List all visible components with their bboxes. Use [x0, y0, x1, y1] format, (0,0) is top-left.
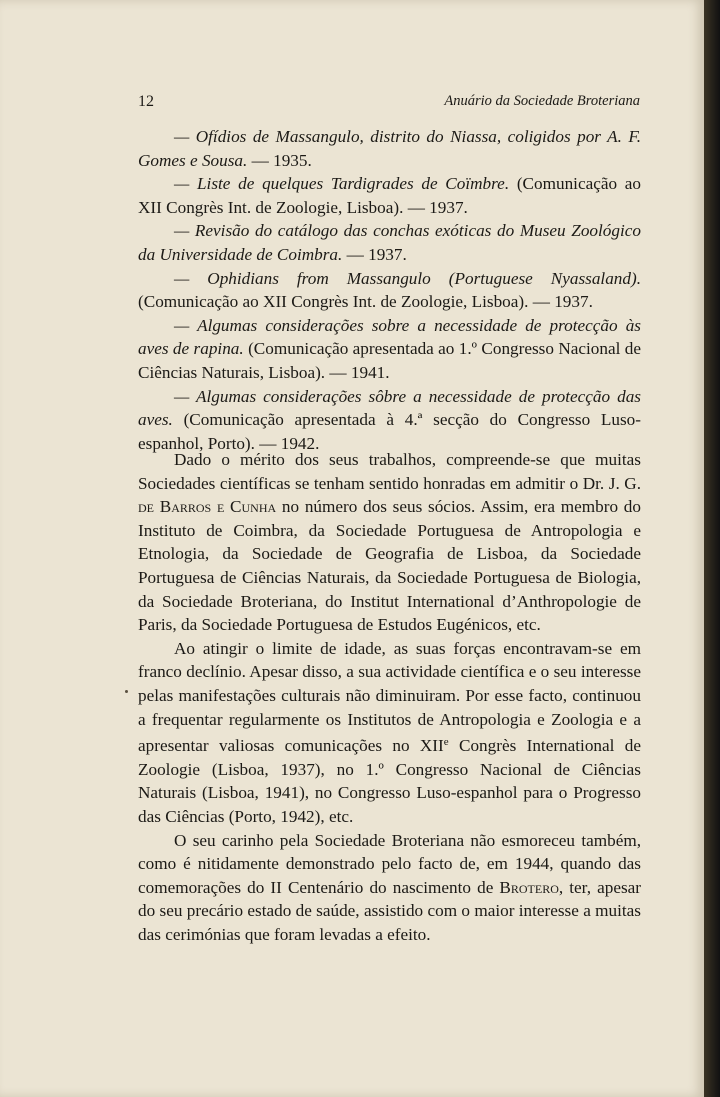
entry-title: — Ofídios de Massangulo, distrito do Niassa, coligidos por A. F. Gomes e Sousa. [138, 127, 641, 170]
entry-details: — 1937. [342, 244, 407, 264]
paragraph-text: O seu carinho pela Sociedade Broteriana não esmoreceu também, como é nitidamente demonstrado pelo facto de, em 1944, quando das comemorações do II Centenário do nascimento de [138, 830, 641, 897]
person-name: Brotero [499, 877, 559, 897]
paragraph-text: Congrès International de Zoologie (Lisboa, 1937), no 1.º Congresso Nacional de Ciências Naturais (Lisboa, 1941), no Congresso Luso-espanhol para o Progresso das Ciências (Porto, 1942), etc. [138, 736, 641, 826]
entry-title: — Algumas considerações sobre a necessidade de protecção às aves de rapina. [138, 315, 641, 359]
bibliography-entry [138, 314, 641, 385]
entry-details: (Comunicação apresentada à 4.ª secção do Congresso Luso-espanhol, Porto). — 1942. [138, 410, 641, 453]
entry-details: (Comunicação apresentada ao 1.º Congresso Nacional de Ciências Naturais, Lisboa). — 1941. [138, 339, 641, 382]
body-text [138, 448, 641, 946]
paragraph-text: Dado o mérito dos seus trabalhos, compreende-se que muitas Sociedades científicas se tenham sentido honradas em admitir o Dr. J. G. [138, 450, 641, 493]
bibliography-entry [138, 267, 641, 314]
bibliography-list [138, 125, 641, 455]
paragraph-broteriana [138, 829, 641, 947]
entry-details: — 1935. [247, 150, 312, 170]
page-number: 12 [138, 93, 154, 110]
paper-speck [125, 690, 128, 693]
entry-title: — Revisão do catálogo das conchas exóticas do Museu Zoológico da Universidade de Coimbra. [138, 221, 641, 264]
paragraph-memberships [138, 448, 641, 637]
entry-details: (Comunicação ao XII Congrès Int. de Zoologie, Lisboa). — 1937. [138, 292, 593, 312]
paragraph-text: , ter, apesar do seu precário estado de saúde, assistido com o maior interesse a muitas das cerimónias que foram levadas a efeito. [138, 877, 641, 944]
paragraph-text: Ao atingir o limite de idade, as suas forças encontravam-se em franco declínio. Apesar disso, a sua actividade científica e o seu interesse pelas manifestações culturais não diminuiram. Por esse facto, continuou a frequentar regularmente os Institutos de Antropologia e Zoologia e a apresentar valiosas comunicações no XII [138, 638, 641, 756]
bibliography-entry [138, 385, 641, 456]
bibliography-entry [138, 125, 641, 172]
running-head [138, 93, 640, 115]
person-name: de Barros e Cunha [138, 497, 277, 517]
entry-title: — Liste de quelques Tardigrades de Coïmbre. [174, 174, 510, 194]
entry-details: (Comunicação ao XII Congrès Int. de Zoologie, Lisboa). — 1937. [138, 174, 641, 217]
entry-title: — Ophidians from Massangulo (Portuguese Nyassaland). [174, 268, 641, 288]
paragraph-later-activity [138, 637, 641, 829]
bibliography-entry [138, 219, 641, 266]
journal-title: Anuário da Sociedade Broteriana [444, 93, 640, 109]
paragraph-text: no número dos seus sócios. Assim, era membro do Instituto de Coimbra, da Sociedade Portuguesa de Antropologia e Etnologia, da Sociedade de Geografia de Lisboa, da Sociedade Portuguesa de Ciências Naturais, da Sociedade Portuguesa de Biologia, da Sociedade Broteriana, do Institut International d’Anthropologie de Paris, da Sociedade Portuguesa de Estudos Eugénicos, etc. [138, 497, 641, 635]
bibliography-entry [138, 172, 641, 219]
page-edge [704, 0, 720, 1097]
entry-title: — Algumas considerações sôbre a necessidade de protecção das aves. [138, 386, 641, 430]
ordinal-superscript: e [443, 736, 449, 749]
